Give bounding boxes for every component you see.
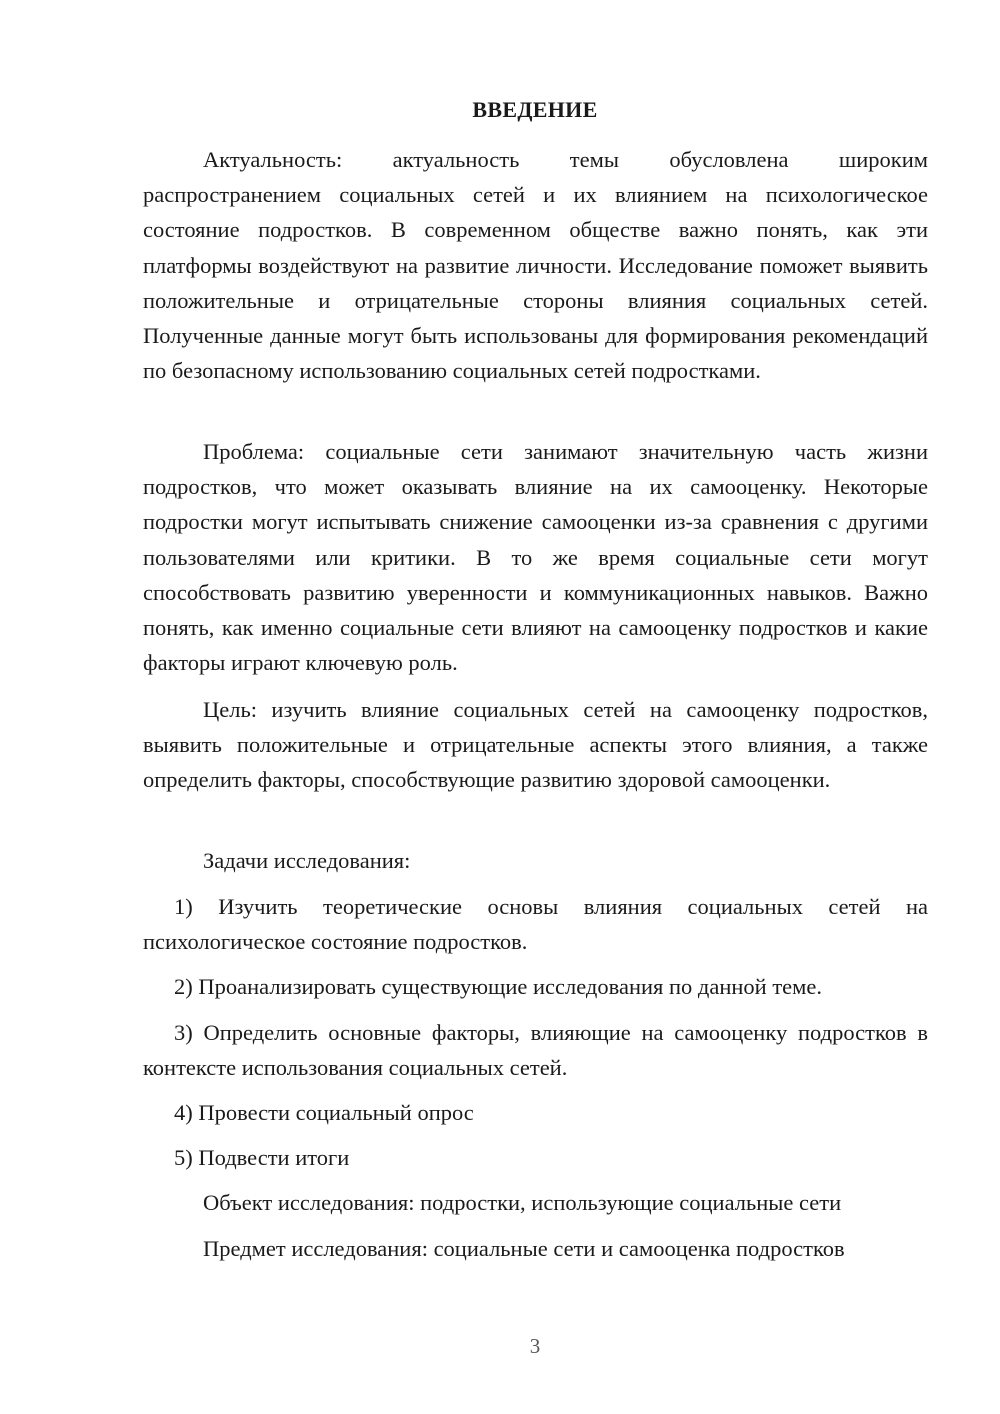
section-title: ВВЕДЕНИЕ (472, 97, 598, 122)
relevance-paragraph: Актуальность: актуальность темы обусловлена широким распространением социальных сетей и их влиянием на психологическое состояние подростков. В современном обществе важно понять, как эти платформы воздействуют на развитие личности. Исследование поможет выявить положительные и отрицательные стороны влияния социальных сетей. Полученные данные могут быть использованы для формирования рекомендаций по безопасному использованию социальных сетей подростками. (143, 147, 928, 384)
task-item-5: 5) Подвести итоги (174, 1145, 350, 1170)
research-subject: Предмет исследования: социальные сети и самооценка подростков (203, 1236, 845, 1261)
task-item-3: 3) Определить основные факторы, влияющие на самооценку подростков в контексте использования социальных сетей. (143, 1020, 928, 1081)
task-item-4: 4) Провести социальный опрос (174, 1100, 474, 1125)
task-item-2: 2) Проанализировать существующие исследования по данной теме. (174, 974, 823, 999)
page-number: 3 (529, 1334, 541, 1358)
task-item-1: 1) Изучить теоретические основы влияния социальных сетей на психологическое состояние подростков. (143, 894, 928, 955)
research-object: Объект исследования: подростки, использующие социальные сети (203, 1190, 842, 1215)
tasks-heading: Задачи исследования: (203, 848, 411, 873)
problem-paragraph: Проблема: социальные сети занимают значительную часть жизни подростков, что может оказывать влияние на их самооценку. Некоторые подростки могут испытывать снижение самооценки из-за сравнения с другими пользователями или критики. В то же время социальные сети могут способствовать развитию уверенности и коммуникационных навыков. Важно понять, как именно социальные сети влияют на самооценку подростков и какие факторы играют ключевую роль. (143, 439, 928, 676)
goal-paragraph: Цель: изучить влияние социальных сетей на самооценку подростков, выявить положительные и отрицательные аспекты этого влияния, а также определить факторы, способствующие развитию здоровой самооценки. (143, 697, 928, 793)
